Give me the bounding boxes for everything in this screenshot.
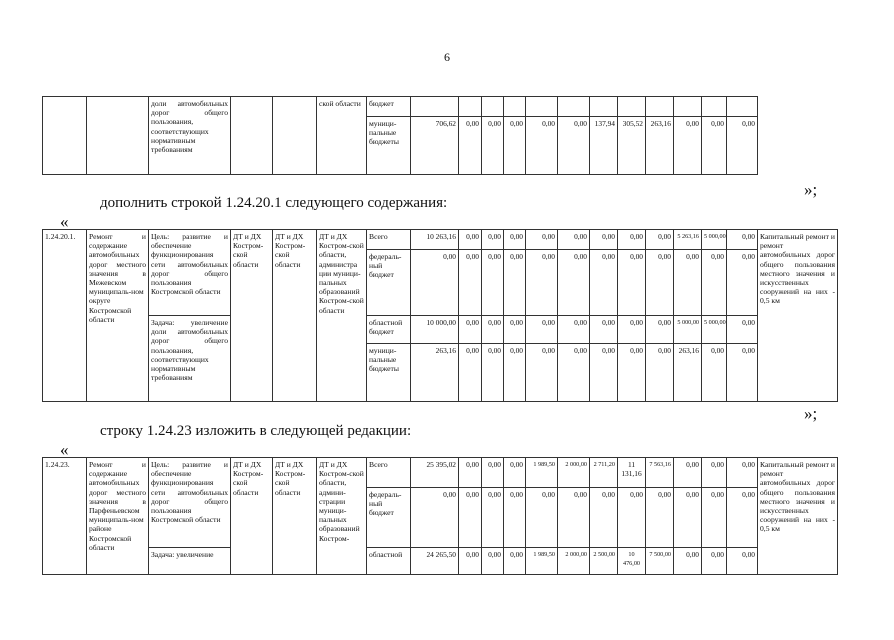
t3-cell: 0,00	[482, 458, 504, 488]
t3-cell: 25 395,02	[411, 458, 459, 488]
t2-cell: 0,00	[526, 250, 558, 316]
t3-cell: 0,00	[558, 488, 590, 548]
t3-col4: ДТ и ДХ Костром-ской области	[273, 458, 317, 575]
t3-cell: 0,00	[618, 488, 646, 548]
t2-cell: 0,00	[482, 316, 504, 344]
t3-cell: 0,00	[482, 488, 504, 548]
t3-cell: 0,00	[674, 548, 702, 575]
t2-cell: 0,00	[727, 344, 758, 402]
instruction-paragraph-2: строку 1.24.23 изложить в следующей редакции:	[100, 423, 412, 439]
t1-cell	[674, 97, 702, 117]
t3-cell: 0,00	[411, 488, 459, 548]
t2-result: Капитальный ремонт и ремонт автомобильных дорог общего пользования местного значения и искусственных сооружений на них - 0,5 км	[758, 230, 838, 402]
t1-cell: 305,52	[618, 117, 646, 175]
t1-cell	[526, 97, 558, 117]
t2-cell: 0,00	[482, 230, 504, 250]
t3-cell: 0,00	[702, 488, 727, 548]
t2-cell: 0,00	[646, 230, 674, 250]
t1-cell	[504, 97, 526, 117]
t1-cell: 0,00	[702, 117, 727, 175]
t2-goal: Цель: развитие и обеспечение функционирования сети автомобильных дорог общего пользования Костромской области	[149, 230, 231, 316]
t2-event-name: Ремонт и содержание автомобильных дорог местного значения в Межевском муниципаль-ном округе Костромской области	[87, 230, 149, 402]
t2-cell: 10 000,00	[411, 316, 459, 344]
t1-cell: 0,00	[459, 117, 482, 175]
t3-cell: 11 131,16	[618, 458, 646, 488]
t2-cell: 0,00	[702, 250, 727, 316]
t3-row-number: 1.24.23.	[43, 458, 87, 575]
t2-cell: 5 000,00	[702, 230, 727, 250]
t2-cell: 0,00	[526, 316, 558, 344]
t1-cell: 0,00	[526, 117, 558, 175]
t2-cell: 0,00	[504, 250, 526, 316]
t3-cell: 0,00	[504, 488, 526, 548]
t2-cell: 0,00	[504, 230, 526, 250]
t2-col5: ДТ и ДХ Костром-ской области, администра ции муници-пальных образований Костром-ской области	[317, 230, 367, 402]
t3-row1-label: федераль-ный бюджет	[367, 488, 411, 548]
t1-cell-col4	[273, 97, 317, 175]
t1-row1-label: муници-пальные бюджеты	[367, 117, 411, 175]
table-row-1-24-20-1	[42, 229, 838, 402]
t2-cell: 0,00	[618, 230, 646, 250]
t2-cell: 0,00	[727, 316, 758, 344]
t1-cell	[482, 97, 504, 117]
t1-goal-text: доли автомобильных дорог общего пользования, соответствующих нормативным требованиям	[149, 97, 231, 175]
t3-task: Задача: увеличение	[149, 548, 231, 575]
t2-row1-label: федераль-ный бюджет	[367, 250, 411, 316]
t2-cell: 0,00	[646, 250, 674, 316]
t2-cell: 0,00	[646, 344, 674, 402]
t2-cell: 0,00	[646, 316, 674, 344]
instruction-paragraph-1: дополнить строкой 1.24.20.1 следующего содержания:	[100, 195, 448, 211]
t2-cell: 5 263,16	[674, 230, 702, 250]
t3-cell: 0,00	[590, 488, 618, 548]
t2-cell: 0,00	[674, 250, 702, 316]
t3-cell: 0,00	[674, 488, 702, 548]
t3-cell: 0,00	[504, 548, 526, 575]
t2-cell: 0,00	[459, 230, 482, 250]
t1-cell: 0,00	[558, 117, 590, 175]
t2-row-number: 1.24.20.1.	[43, 230, 87, 402]
t3-cell: 2 000,00	[558, 548, 590, 575]
t3-cell: 1 989,50	[526, 548, 558, 575]
t3-cell: 0,00	[459, 548, 482, 575]
t2-cell: 0,00	[618, 250, 646, 316]
t3-row2-label: областной	[367, 548, 411, 575]
t1-cell	[618, 97, 646, 117]
t2-cell: 0,00	[727, 250, 758, 316]
opening-quote-1: «	[60, 212, 69, 231]
t2-cell: 10 263,16	[411, 230, 459, 250]
t2-cell: 0,00	[459, 316, 482, 344]
t3-cell: 0,00	[459, 458, 482, 488]
t2-row2-label: областной бюджет	[367, 316, 411, 344]
t2-cell: 0,00	[590, 316, 618, 344]
t3-cell: 0,00	[674, 458, 702, 488]
t3-cell: 0,00	[482, 548, 504, 575]
t2-cell: 0,00	[558, 316, 590, 344]
t3-cell: 0,00	[702, 548, 727, 575]
t2-row3-label: муници-пальные бюджеты	[367, 344, 411, 402]
t1-cell-name	[87, 97, 149, 175]
t1-row0-label: бюджет	[367, 97, 411, 117]
t3-cell: 7 563,16	[646, 458, 674, 488]
t3-cell: 2 711,20	[590, 458, 618, 488]
t2-cell: 0,00	[590, 344, 618, 402]
t1-cell	[646, 97, 674, 117]
t1-cell	[590, 97, 618, 117]
t3-row0-label: Всего	[367, 458, 411, 488]
t2-cell: 0,00	[482, 344, 504, 402]
t1-cell-num	[43, 97, 87, 175]
t2-cell: 0,00	[727, 230, 758, 250]
table-row-1-24-23	[42, 457, 838, 575]
t1-cell: 137,94	[590, 117, 618, 175]
closing-quote-1: »;	[804, 180, 818, 199]
t3-cell: 0,00	[459, 488, 482, 548]
t2-cell: 0,00	[411, 250, 459, 316]
t3-cell: 24 265,50	[411, 548, 459, 575]
t3-cell: 0,00	[727, 458, 758, 488]
t2-cell: 0,00	[526, 230, 558, 250]
t2-cell: 0,00	[618, 316, 646, 344]
t2-cell: 0,00	[504, 344, 526, 402]
t1-cell: 0,00	[482, 117, 504, 175]
t1-cell	[459, 97, 482, 117]
t2-cell: 0,00	[459, 344, 482, 402]
t2-cell: 0,00	[482, 250, 504, 316]
t2-cell: 5 000,00	[674, 316, 702, 344]
t2-cell: 263,16	[411, 344, 459, 402]
t3-cell: 2 000,00	[558, 458, 590, 488]
t3-cell: 2 500,00	[590, 548, 618, 575]
page-number: 6	[444, 50, 450, 64]
opening-quote-2: «	[60, 440, 69, 459]
t2-task: Задача: увеличение доли автомобильных дорог общего пользования, соответствующих нормативным требованиям	[149, 316, 231, 402]
t3-result: Капитальный ремонт и ремонт автомобильных дорог общего пользования местного значения и искусственных сооружений на них - 0,5 км	[758, 458, 838, 575]
t1-cell	[727, 97, 758, 117]
t3-event-name: Ремонт и содержание автомобильных дорог местного значения в Парфеньевском муниципаль-ном районе Костромской области	[87, 458, 149, 575]
t1-cell-col3	[231, 97, 273, 175]
t3-col5: ДТ и ДХ Костром-ской области, админи-страции муници-пальных образований Костром-	[317, 458, 367, 575]
t2-cell: 0,00	[504, 316, 526, 344]
t1-org-text: ской области	[317, 97, 367, 175]
t2-cell: 0,00	[702, 344, 727, 402]
t3-cell: 0,00	[504, 458, 526, 488]
t1-cell	[411, 97, 459, 117]
t3-cell: 10 476,00	[618, 548, 646, 575]
t2-cell: 0,00	[590, 230, 618, 250]
t1-cell	[558, 97, 590, 117]
t2-cell: 0,00	[618, 344, 646, 402]
t2-cell: 0,00	[558, 250, 590, 316]
t2-col4: ДТ и ДХ Костром-ской области	[273, 230, 317, 402]
t1-cell: 0,00	[504, 117, 526, 175]
t3-cell: 0,00	[727, 488, 758, 548]
closing-quote-2: »;	[804, 404, 818, 423]
t1-cell: 0,00	[674, 117, 702, 175]
t2-cell: 0,00	[590, 250, 618, 316]
t3-cell: 1 989,50	[526, 458, 558, 488]
t2-col3: ДТ и ДХ Костром-ской области	[231, 230, 273, 402]
t1-cell: 263,16	[646, 117, 674, 175]
t3-col3: ДТ и ДХ Костром-ской области	[231, 458, 273, 575]
t2-cell: 0,00	[558, 344, 590, 402]
t3-cell: 0,00	[727, 548, 758, 575]
t3-cell: 0,00	[702, 458, 727, 488]
table-continuation	[42, 96, 758, 175]
t2-cell: 0,00	[558, 230, 590, 250]
t3-cell: 0,00	[646, 488, 674, 548]
t3-cell: 7 500,00	[646, 548, 674, 575]
t2-cell: 0,00	[526, 344, 558, 402]
t1-cell	[702, 97, 727, 117]
t2-cell: 0,00	[459, 250, 482, 316]
t2-cell: 263,16	[674, 344, 702, 402]
t1-cell: 0,00	[727, 117, 758, 175]
t3-cell: 0,00	[526, 488, 558, 548]
t3-goal: Цель: развитие и обеспечение функционирования сети автомобильных дорог общего пользования Костромской области	[149, 458, 231, 548]
t1-cell: 706,62	[411, 117, 459, 175]
t2-row0-label: Всего	[367, 230, 411, 250]
t2-cell: 5 000,00	[702, 316, 727, 344]
